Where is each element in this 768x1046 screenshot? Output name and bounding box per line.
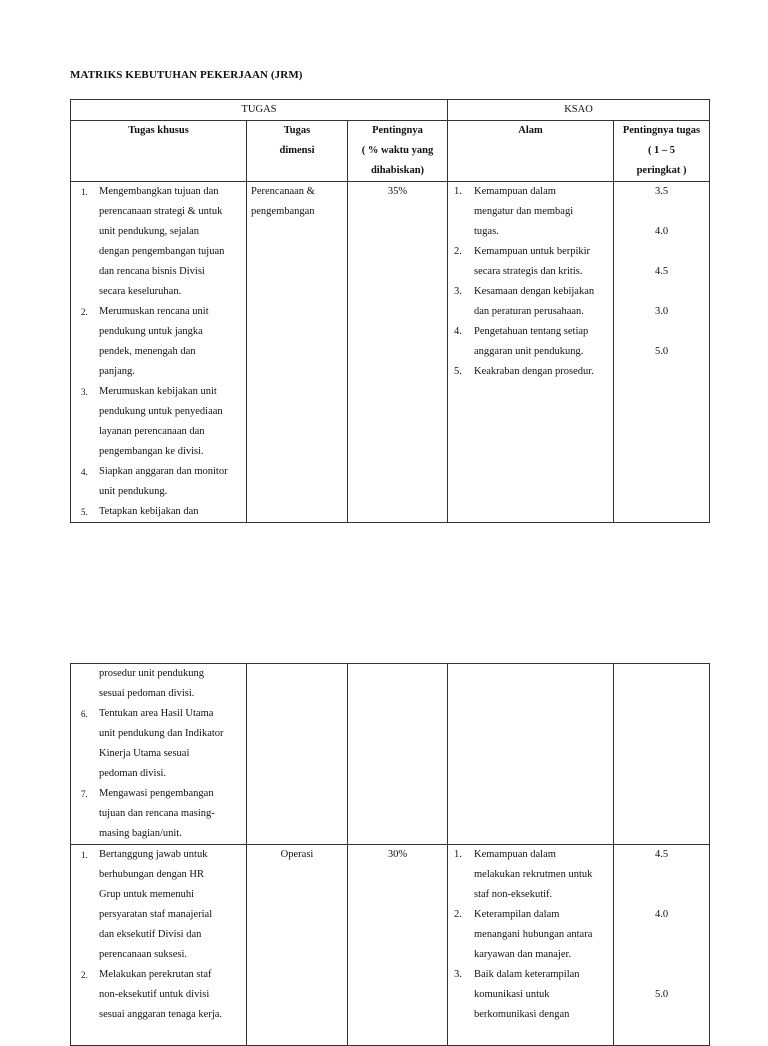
task-dimension-cell: Operasi: [247, 845, 348, 1046]
item-text-line: non-eksekutif untuk divisi: [99, 989, 210, 1000]
job-requirements-matrix-table: [70, 99, 710, 523]
list-item: [452, 182, 609, 242]
item-text-line: Kemampuan dalam: [474, 186, 556, 197]
header-tugas: TUGAS: [71, 100, 448, 121]
item-number: 5.: [454, 366, 462, 377]
list-item: [75, 784, 242, 844]
importance-rating-cell: [614, 845, 710, 1046]
item-number: 3.: [81, 387, 88, 397]
item-text-line: mengatur dan membagi: [474, 206, 574, 217]
item-text-line: unit pendukung, sejalan: [99, 226, 200, 237]
header-columns-row: [71, 121, 710, 182]
item-text-line: pendek, menengah dan: [99, 346, 196, 357]
list-item: [75, 965, 242, 1025]
importance-rating-cell: [614, 664, 710, 845]
item-text-line: Melakukan perekrutan staf: [99, 969, 212, 980]
list-item: [75, 502, 242, 522]
item-text-line: menangani hubungan antara: [474, 929, 593, 940]
item-text-line: karyawan dan manajer.: [474, 949, 572, 960]
list-item: [75, 845, 242, 965]
item-text-line: panjang.: [99, 366, 135, 377]
item-number: 2.: [454, 246, 462, 257]
ksao-cell: [448, 845, 614, 1046]
item-text-line: dengan pengembangan tujuan: [99, 246, 225, 257]
item-number: 1.: [454, 186, 462, 197]
item-text-line: Tetapkan kebijakan dan: [99, 506, 199, 517]
importance-rating: [618, 945, 705, 965]
item-text-line: Bertanggung jawab untuk: [99, 849, 208, 860]
list-item: [452, 965, 609, 1025]
table-row: [71, 845, 710, 1046]
item-text-line: Merumuskan kebijakan unit: [99, 386, 217, 397]
ksao-cell: [448, 182, 614, 523]
importance-rating: [618, 925, 705, 945]
header-pentingnya-tugas: Pentingnya tugas ( 1 – 5 peringkat ): [614, 121, 710, 182]
item-text-line: prosedur unit pendukung: [99, 668, 204, 679]
importance-rating: 5.0: [654, 989, 669, 1000]
ksao-list: [452, 182, 609, 382]
item-text-line: berkomunikasi dengan: [474, 1009, 570, 1020]
list-item: [452, 242, 609, 282]
list-item: [75, 462, 242, 502]
importance-rating: 4.5: [654, 849, 669, 860]
item-text-line: tujuan dan rencana masing-: [99, 808, 215, 819]
time-percent-cell: 35%: [348, 182, 448, 523]
item-number: 3.: [454, 286, 462, 297]
item-text-line: melakukan rekrutmen untuk: [474, 869, 593, 880]
item-text-line: masing bagian/unit.: [99, 828, 182, 839]
item-text-line: Keakraban dengan prosedur.: [474, 366, 594, 377]
item-text-line: Mengembangkan tujuan dan: [99, 186, 219, 197]
task-dimension-cell: [247, 664, 348, 845]
time-percent-cell: [348, 664, 448, 845]
item-number: 3.: [454, 969, 462, 980]
task-dimension-cell: Perencanaan & pengembangan: [247, 182, 348, 523]
header-tugas-khusus: Tugas khusus: [71, 121, 247, 182]
item-number: 2.: [81, 970, 88, 980]
specific-tasks-list: [75, 845, 242, 1025]
header-pentingnya: Pentingnya ( % waktu yang dihabiskan): [348, 121, 448, 182]
item-number: 2.: [81, 307, 88, 317]
item-number: 4.: [81, 467, 88, 477]
item-text-line: Merumuskan rencana unit: [99, 306, 209, 317]
importance-rating-cell: [614, 182, 710, 523]
item-text-line: dan eksekutif Divisi dan: [99, 929, 202, 940]
specific-tasks-cell: [71, 845, 247, 1046]
item-text-line: pedoman divisi.: [99, 768, 167, 779]
list-item: [452, 282, 609, 322]
document-title: MATRIKS KEBUTUHAN PEKERJAAN (JRM): [70, 69, 303, 81]
list-item: [75, 704, 242, 784]
header-ksao: KSAO: [448, 100, 710, 121]
item-text-line: Kemampuan untuk berpikir: [474, 246, 591, 257]
item-text-line: secara strategis dan kritis.: [474, 266, 583, 277]
item-text-line: sesuai pedoman divisi.: [99, 688, 195, 699]
item-text-line: pendukung untuk penyediaan: [99, 406, 223, 417]
item-text-line: Keterampilan dalam: [474, 909, 560, 920]
item-number: 2.: [454, 909, 462, 920]
importance-rating: [618, 965, 705, 985]
item-text-line: perencanaan suksesi.: [99, 949, 188, 960]
item-number: 1.: [81, 850, 88, 860]
importance-rating: 4.0: [654, 909, 669, 920]
list-item: [75, 182, 242, 302]
item-text-line: anggaran unit pendukung.: [474, 346, 584, 357]
list-item: [452, 905, 609, 965]
item-text-line: persyaratan staf manajerial: [99, 909, 213, 920]
ksao-list: [452, 845, 609, 1025]
item-text-line: Grup untuk memenuhi: [99, 889, 195, 900]
item-number: 5.: [81, 507, 88, 517]
importance-rating: 4.0: [654, 226, 669, 237]
item-text-line: Baik dalam keterampilan: [474, 969, 580, 980]
item-text-line: dan rencana bisnis Divisi: [99, 266, 205, 277]
header-group-row: [71, 100, 710, 121]
item-text-line: Pengetahuan tentang setiap: [474, 326, 589, 337]
importance-rating: 5.0: [654, 346, 669, 357]
specific-tasks-list: [75, 182, 242, 522]
item-number: 4.: [454, 326, 462, 337]
item-text-line: secara keseluruhan.: [99, 286, 182, 297]
importance-rating: [618, 885, 705, 905]
importance-rating: [618, 865, 705, 885]
importance-rating: 4.5: [654, 266, 669, 277]
item-text-line: perencanaan strategi & untuk: [99, 206, 223, 217]
specific-tasks-cell: [71, 182, 247, 523]
importance-rating: [618, 282, 705, 302]
header-tugas-dimensi: Tugas dimensi: [247, 121, 348, 182]
table-row: [71, 664, 710, 845]
item-number: 6.: [81, 709, 88, 719]
specific-tasks-list: [75, 704, 242, 844]
item-text-line: tugas.: [474, 226, 499, 237]
importance-rating: [618, 322, 705, 342]
item-text-line: sesuai anggaran tenaga kerja.: [99, 1009, 223, 1020]
item-text-line: komunikasi untuk: [474, 989, 550, 1000]
item-text-line: pengembangan ke divisi.: [99, 446, 204, 457]
item-text-line: Kesamaan dengan kebijakan: [474, 286, 595, 297]
importance-rating: 3.5: [654, 186, 669, 197]
specific-tasks-cell: [71, 664, 247, 845]
item-text-line: berhubungan dengan HR: [99, 869, 204, 880]
importance-rating: 3.0: [654, 306, 669, 317]
job-requirements-matrix-table-continued: [70, 663, 710, 1046]
item-number: 1.: [81, 187, 88, 197]
list-item: [452, 322, 609, 362]
item-text-line: Kinerja Utama sesuai: [99, 748, 190, 759]
item-text-line: unit pendukung.: [99, 486, 168, 497]
list-item: [452, 362, 609, 382]
time-percent-cell: 30%: [348, 845, 448, 1046]
continued-task-text: [75, 664, 242, 704]
list-item: [452, 845, 609, 905]
table-row: [71, 182, 710, 523]
list-item: [75, 382, 242, 462]
item-text-line: dan peraturan perusahaan.: [474, 306, 584, 317]
item-number: 1.: [454, 849, 462, 860]
item-number: 7.: [81, 789, 88, 799]
item-text-line: staf non-eksekutif.: [474, 889, 553, 900]
importance-rating: [618, 242, 705, 262]
item-text-line: unit pendukung dan Indikator: [99, 728, 224, 739]
item-text-line: Siapkan anggaran dan monitor: [99, 466, 228, 477]
item-text-line: Tentukan area Hasil Utama: [99, 708, 214, 719]
item-text-line: layanan perencanaan dan: [99, 426, 205, 437]
ksao-cell: [448, 664, 614, 845]
importance-rating: [618, 202, 705, 222]
item-text-line: Kemampuan dalam: [474, 849, 556, 860]
list-item: [75, 302, 242, 382]
item-text-line: pendukung untuk jangka: [99, 326, 203, 337]
header-alam: Alam: [448, 121, 614, 182]
item-text-line: Mengawasi pengembangan: [99, 788, 214, 799]
